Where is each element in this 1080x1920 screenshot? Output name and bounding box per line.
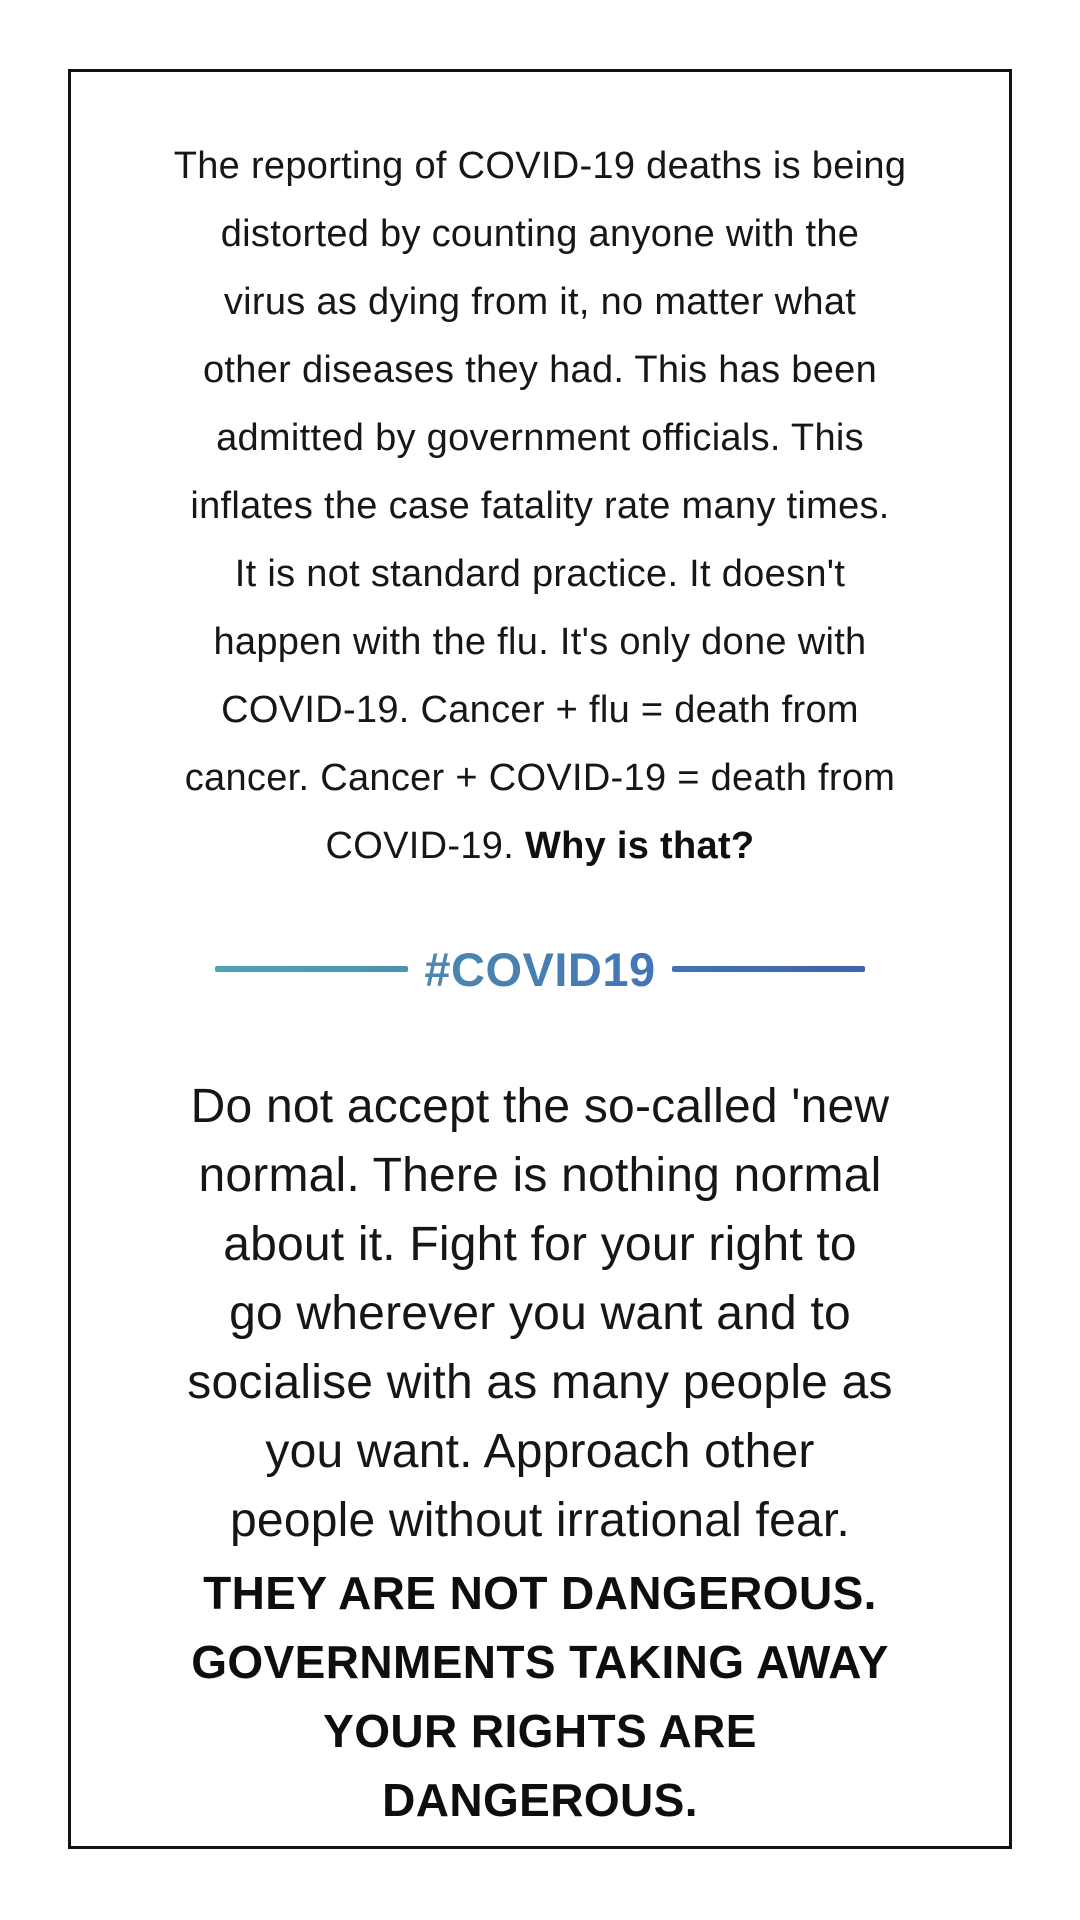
- text-line: distorted by counting anyone with the: [220, 213, 860, 255]
- text-line: happen with the flu. It's only done with: [213, 621, 867, 663]
- caps-text-line: DANGEROUS.: [382, 1774, 698, 1826]
- paragraph-caps-warning: [110, 1559, 970, 1835]
- text-line: virus as dying from it, no matter what: [223, 281, 857, 323]
- paragraph-covid-death-reporting: [110, 132, 970, 880]
- paragraph-lines: [110, 132, 970, 812]
- caps-text-line: YOUR RIGHTS ARE: [323, 1705, 757, 1757]
- text-line: you want. Approach other: [265, 1425, 815, 1478]
- text-line: The reporting of COVID-19 deaths is being: [173, 145, 907, 187]
- text-line: inflates the case fatality rate many times.: [190, 485, 890, 527]
- hashtag-covid19: #COVID19: [424, 942, 656, 996]
- caps-text-line: THEY ARE NOT DANGEROUS.: [203, 1567, 877, 1619]
- last-line-prefix: COVID-19.: [325, 825, 525, 867]
- paragraph-lines: [125, 1072, 955, 1555]
- text-line: admitted by government officials. This: [216, 417, 864, 459]
- poster-frame: [68, 69, 1012, 1849]
- divider-line-right: [672, 966, 865, 972]
- hashtag-divider: [71, 940, 1009, 998]
- text-line: Do not accept the so-called 'new: [190, 1080, 890, 1133]
- text-line: cancer. Cancer + COVID-19 = death from: [184, 757, 896, 799]
- text-line: socialise with as many people as: [187, 1356, 893, 1409]
- caps-text-line: GOVERNMENTS TAKING AWAY: [191, 1636, 889, 1688]
- text-line-final: [110, 812, 970, 880]
- text-line: other diseases they had. This has been: [202, 349, 878, 391]
- text-line: It is not standard practice. It doesn't: [234, 553, 846, 595]
- text-line: COVID-19. Cancer + flu = death from: [221, 689, 859, 731]
- paragraph-new-normal: [125, 1072, 955, 1555]
- paragraph-lines: [110, 1559, 970, 1835]
- text-line: people without irrational fear.: [230, 1494, 850, 1547]
- text-line: about it. Fight for your right to: [223, 1218, 857, 1271]
- divider-line-left: [215, 966, 408, 972]
- last-line-bold-question: Why is that?: [524, 825, 755, 867]
- text-line: normal. There is nothing normal: [198, 1149, 882, 1202]
- text-line: go wherever you want and to: [229, 1287, 851, 1340]
